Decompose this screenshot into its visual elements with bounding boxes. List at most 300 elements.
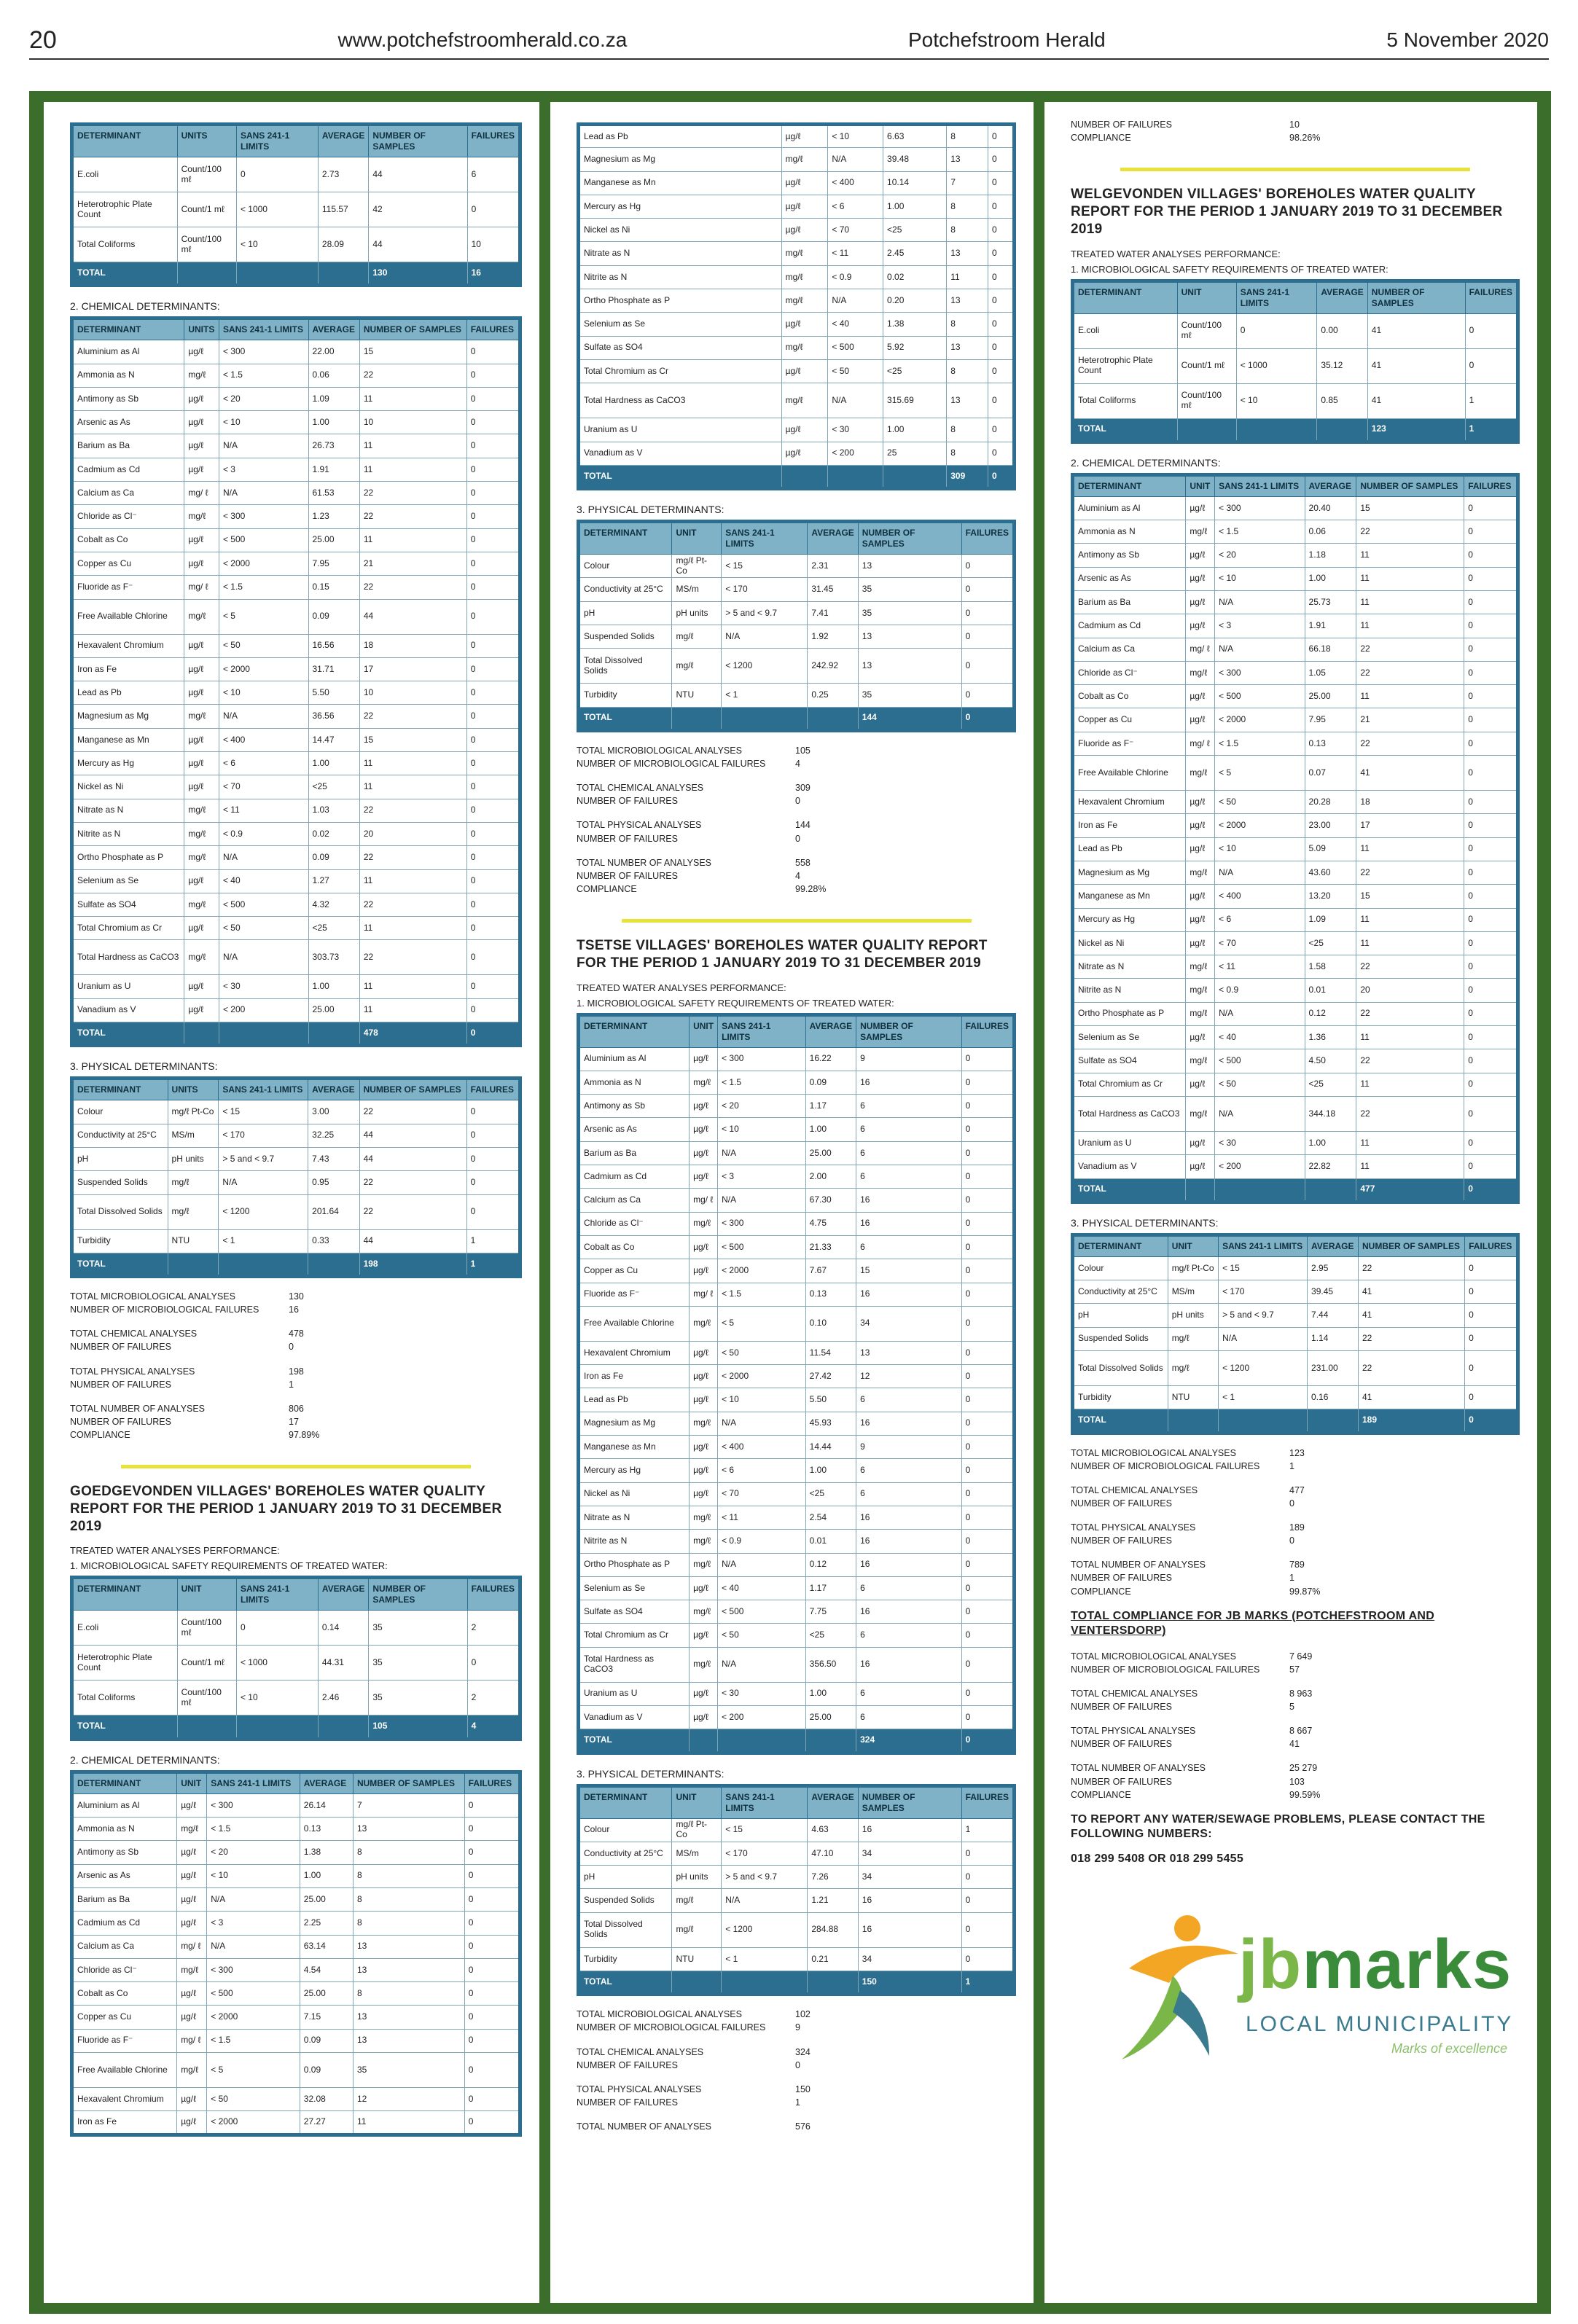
table-row (1073, 1386, 1518, 1409)
table-row (579, 625, 1015, 649)
column-header: NUMBER OF SAMPLES (359, 318, 466, 340)
table-cell: 0 (466, 752, 520, 775)
table-cell: 0 (961, 684, 1014, 707)
table-cell: Uranium as U (72, 975, 184, 998)
table-row (72, 846, 520, 869)
table-cell: N/A (1215, 590, 1305, 614)
table-cell: 0.02 (883, 265, 947, 289)
table-cell: 16 (856, 1212, 962, 1235)
table-cell: 0 (466, 576, 520, 599)
column-header: UNITS (184, 318, 219, 340)
table-cell: 0 (1236, 313, 1317, 348)
table-row (579, 383, 1015, 418)
table-cell: 22 (359, 799, 466, 822)
summary-label: NUMBER OF FAILURES (1071, 1498, 1172, 1509)
table-cell: µg/ℓ (781, 442, 828, 465)
table-cell: < 10 (1215, 837, 1305, 861)
table-cell: 0 (1464, 908, 1518, 931)
data-table (70, 1076, 522, 1278)
table-cell: < 50 (718, 1341, 806, 1364)
summary-label: TOTAL NUMBER OF ANALYSES (70, 1403, 205, 1414)
table-cell: 26.73 (308, 434, 359, 458)
table-cell: 41 (1359, 1304, 1465, 1327)
table-row (579, 1071, 1015, 1094)
table-cell: 0 (464, 1818, 520, 1841)
table-cell: pH (72, 1147, 168, 1170)
table-cell: 22 (359, 576, 466, 599)
table-cell: < 500 (1215, 685, 1305, 708)
table-cell: < 20 (718, 1095, 806, 1118)
table-cell: 0 (961, 1506, 1014, 1529)
summary-label: NUMBER OF FAILURES (1071, 1535, 1172, 1546)
table-cell: Hexavalent Chromium (72, 2088, 177, 2111)
table-row (579, 1912, 1015, 1947)
table-cell: 34 (858, 1866, 961, 1889)
table-cell: < 5 (718, 1306, 806, 1341)
table-cell: 9 (856, 1436, 962, 1459)
website-url[interactable]: www.potchefstroomherald.co.za (337, 28, 628, 51)
table-cell: < 1200 (722, 1912, 808, 1947)
table-cell: 11.54 (805, 1341, 856, 1364)
total-empty (184, 1022, 219, 1046)
table-cell: 20 (359, 822, 466, 845)
table-cell: 0 (1464, 520, 1518, 544)
summary-row (1071, 118, 1520, 131)
summary-label: COMPLIANCE (1071, 1789, 1131, 1800)
summary-group (577, 818, 1016, 845)
table-cell: E.coli (1073, 313, 1178, 348)
table-cell: µg/ℓ (690, 1235, 718, 1259)
table-cell: < 0.9 (219, 822, 308, 845)
summary-row (1071, 1585, 1520, 1598)
total-empty (781, 465, 828, 488)
table-cell: Count/1 mℓ (177, 192, 236, 227)
table-cell: 1.58 (1305, 955, 1356, 979)
table-cell: 0 (1465, 1386, 1518, 1409)
table-cell: 11 (353, 2111, 464, 2135)
table-cell: µg/ℓ (177, 2088, 207, 2111)
table-cell: 0.09 (300, 2053, 353, 2088)
table-cell: Ortho Phosphate as P (72, 846, 184, 869)
table-cell: 7.43 (308, 1147, 359, 1170)
total-empty (1177, 418, 1236, 442)
table-cell: 1.00 (300, 1864, 353, 1887)
table-row (579, 1866, 1015, 1889)
micro-label: 1. MICROBIOLOGICAL SAFETY REQUIREMENTS OF TREATED WATER: (70, 1560, 388, 1572)
table-cell: Ammonia as N (1073, 520, 1186, 544)
table-cell: 1 (1465, 383, 1518, 418)
table-cell: Barium as Ba (579, 1141, 690, 1165)
table-cell: > 5 and < 9.7 (722, 1866, 808, 1889)
table-cell: 2.95 (1308, 1256, 1359, 1280)
total-empty (718, 1729, 806, 1753)
table-cell: < 300 (1215, 496, 1305, 520)
total-empty (1219, 1409, 1308, 1433)
table-cell: 0 (466, 1100, 520, 1124)
table-cell: 32.08 (300, 2088, 353, 2111)
table-cell: mg/ℓ (184, 822, 219, 845)
table-cell: mg/ℓ (690, 1071, 718, 1094)
table-cell: Lead as Pb (579, 125, 782, 148)
table-cell: 25.00 (1305, 685, 1356, 708)
chem-heading: 2. CHEMICAL DETERMINANTS: (1071, 456, 1221, 469)
table-cell: 22 (1356, 955, 1464, 979)
table-cell: µg/ℓ (781, 171, 828, 195)
total-samples: 150 (858, 1971, 961, 1995)
summary-label: TOTAL MICROBIOLOGICAL ANALYSES (1071, 1447, 1236, 1458)
table-cell: 0 (1464, 931, 1518, 955)
summary-row (577, 2021, 1016, 2034)
table-cell: < 3 (207, 1912, 300, 1935)
table-cell: Arsenic as As (72, 411, 184, 434)
table-cell: Uranium as U (579, 1682, 690, 1705)
table-cell: 356.50 (805, 1647, 856, 1682)
table-cell: Iron as Fe (1073, 814, 1186, 837)
table-cell: Magnesium as Mg (1073, 861, 1186, 884)
summary-row (70, 1340, 522, 1353)
total-label: TOTAL (72, 1715, 178, 1739)
table-cell: Chloride as Cl⁻ (72, 1958, 177, 1981)
table-row (72, 2111, 520, 2135)
table-row (72, 2088, 520, 2111)
table-cell: 13.20 (1305, 885, 1356, 908)
table-cell: 0 (466, 1171, 520, 1194)
table-cell: Total Dissolved Solids (72, 1194, 168, 1229)
table-cell: 0 (466, 975, 520, 998)
table-cell: Uranium as U (1073, 1131, 1186, 1154)
table-cell: 13 (353, 2029, 464, 2052)
column-header: FAILURES (1465, 1235, 1518, 1256)
table-cell: < 3 (1215, 614, 1305, 638)
table-cell: 0.33 (308, 1229, 359, 1253)
table-cell: µg/ℓ (690, 1141, 718, 1165)
table-cell: < 500 (1215, 1049, 1305, 1073)
table-cell: 45.93 (805, 1412, 856, 1435)
table-cell: 0 (466, 434, 520, 458)
summary-label: NUMBER OF MICROBIOLOGICAL FAILURES (1071, 1664, 1260, 1675)
table-cell: 35 (858, 601, 961, 625)
total-empty (722, 1971, 808, 1995)
table-row (72, 917, 520, 940)
table-cell: < 200 (718, 1705, 806, 1729)
table-cell: 0 (466, 1194, 520, 1229)
table-cell: µg/ℓ (1186, 791, 1215, 814)
table-cell: 0 (1464, 955, 1518, 979)
table-row (72, 458, 520, 481)
table-cell: µg/ℓ (177, 1793, 207, 1817)
summary-label: COMPLIANCE (1071, 133, 1131, 144)
table-cell: 21 (1356, 708, 1464, 732)
table-cell: 0 (467, 192, 520, 227)
table-cell: Hexavalent Chromium (1073, 791, 1186, 814)
summary-label: NUMBER OF MICROBIOLOGICAL FAILURES (1071, 1460, 1260, 1471)
table-cell: Calcium as Ca (72, 1935, 177, 1958)
table-cell: Suspended Solids (72, 1171, 168, 1194)
table-row (1073, 1096, 1518, 1131)
summary-row (1071, 1460, 1520, 1473)
table-cell: 0 (961, 1095, 1014, 1118)
summary-group (577, 744, 1016, 770)
table-row (1073, 544, 1518, 567)
table-cell: 11 (359, 387, 466, 410)
table-cell: Conductivity at 25°C (1073, 1280, 1168, 1304)
table-cell: < 10 (1215, 567, 1305, 590)
table-cell: < 2000 (718, 1259, 806, 1283)
table-row (72, 1935, 520, 1958)
summary-row (1071, 1558, 1520, 1571)
table-cell: 0.13 (805, 1283, 856, 1306)
summary-value: 7 649 (1289, 1651, 1313, 1662)
table-cell: 8 (947, 125, 988, 148)
table-cell: 4.75 (805, 1212, 856, 1235)
total-failures: 1 (466, 1253, 520, 1276)
table-cell: mg/ℓ (1186, 955, 1215, 979)
table-cell: Chloride as Cl⁻ (1073, 661, 1186, 684)
total-label: TOTAL (72, 1022, 184, 1046)
table-cell: Total Dissolved Solids (579, 1912, 672, 1947)
table-cell: < 50 (828, 359, 883, 383)
welg-chem-table (1071, 473, 1520, 1204)
table-cell: 31.45 (808, 578, 858, 601)
table-cell: 0 (961, 1388, 1014, 1412)
summary-row (1071, 1687, 1520, 1700)
summary-group (577, 2083, 1016, 2109)
table-cell: 1.00 (883, 195, 947, 218)
table-cell: µg/ℓ (184, 752, 219, 775)
table-cell: µg/ℓ (184, 869, 219, 893)
table-cell: < 1 (1219, 1386, 1308, 1409)
table-cell: 7.41 (808, 601, 858, 625)
table-cell: < 0.9 (718, 1530, 806, 1553)
table-cell: Total Chromium as Cr (579, 1624, 690, 1647)
table-cell: Mercury as Hg (579, 195, 782, 218)
summary-row (1071, 1775, 1520, 1788)
table-cell: 13 (858, 555, 961, 578)
table-cell: 0 (466, 728, 520, 751)
tsetse-summary (577, 2008, 1016, 2133)
table-cell: < 1000 (236, 1646, 318, 1681)
table-cell: Ammonia as N (579, 1071, 690, 1094)
table-cell: Total Hardness as CaCO3 (579, 383, 782, 418)
table-cell: 0 (961, 1947, 1014, 1971)
table-cell: Sulfate as SO4 (579, 336, 782, 359)
table-cell: Nitrate as N (579, 242, 782, 265)
table-row (72, 893, 520, 916)
table-cell: Mercury as Hg (72, 752, 184, 775)
table-cell: 0 (1464, 1026, 1518, 1049)
table-cell: Vanadium as V (579, 1705, 690, 1729)
column-header: AVERAGE (808, 1785, 858, 1818)
table-row (579, 336, 1015, 359)
column-header: AVERAGE (318, 125, 368, 157)
column-header: DETERMINANT (1073, 474, 1186, 496)
table-cell: µg/ℓ (690, 1482, 718, 1506)
table-cell: 13 (353, 1818, 464, 1841)
summary-value: 99.87% (1289, 1586, 1321, 1597)
contact-text: TO REPORT ANY WATER/SEWAGE PROBLEMS, PLEASE CONTACT THE FOLLOWING NUMBERS: (1071, 1812, 1485, 1840)
summary-label: NUMBER OF FAILURES (1071, 1702, 1172, 1713)
table-cell: < 300 (219, 340, 308, 364)
table-row (72, 340, 520, 364)
table-cell: 0 (988, 195, 1014, 218)
table-cell: 0 (466, 505, 520, 528)
data-table (577, 520, 1016, 732)
table-cell: Count/100 mℓ (1177, 313, 1236, 348)
table-cell: 7.95 (308, 552, 359, 575)
table-row (1073, 1131, 1518, 1154)
table-cell: pH units (672, 601, 722, 625)
table-row (579, 1842, 1015, 1865)
table-cell: 39.48 (883, 148, 947, 171)
table-cell: 25.00 (300, 1887, 353, 1911)
table-cell: Total Dissolved Solids (579, 649, 672, 684)
column-header: FAILURES (961, 1014, 1014, 1047)
table-row (579, 418, 1015, 442)
table-cell: µg/ℓ (690, 1165, 718, 1189)
table-cell: < 1.5 (718, 1071, 806, 1094)
column-header: SANS 241-1 LIMITS (1236, 281, 1317, 313)
goed-summary (577, 744, 1016, 896)
table-cell: µg/ℓ (184, 528, 219, 552)
table-cell: mg/ℓ (690, 1647, 718, 1682)
summary-row (1071, 1737, 1520, 1750)
table-cell: 0 (1464, 496, 1518, 520)
table-row (579, 289, 1015, 313)
table-cell: 11 (359, 775, 466, 799)
table-cell: µg/ℓ (1186, 567, 1215, 590)
data-table (577, 1013, 1016, 1755)
table-cell: µg/ℓ (690, 1436, 718, 1459)
total-row (72, 262, 520, 286)
summary-group (70, 1290, 522, 1316)
column-header: AVERAGE (805, 1014, 856, 1047)
table-cell: < 1200 (722, 649, 808, 684)
table-row (72, 1958, 520, 1981)
table-cell: N/A (1215, 861, 1305, 884)
table-cell: pH (579, 1866, 672, 1889)
table-cell: < 30 (828, 418, 883, 442)
contact-numbers[interactable]: 018 299 5408 OR 018 299 5455 (1071, 1852, 1244, 1865)
table-cell: < 1.5 (1215, 732, 1305, 755)
table-cell: 44 (359, 1124, 466, 1147)
table-cell: 0.09 (300, 2029, 353, 2052)
page-header (29, 22, 1549, 60)
total-failures: 4 (467, 1715, 520, 1739)
table-cell: µg/ℓ (1186, 837, 1215, 861)
table-row (579, 125, 1015, 148)
total-label: TOTAL (1073, 418, 1178, 442)
table-cell: 1.00 (308, 752, 359, 775)
table-cell: 61.53 (308, 482, 359, 505)
table-cell: 63.14 (300, 1935, 353, 1958)
summary-label: TOTAL NUMBER OF ANALYSES (1071, 1560, 1206, 1570)
summary-row (577, 832, 1016, 845)
table-cell: Iron as Fe (579, 1365, 690, 1388)
table-cell: 11 (1356, 1073, 1464, 1096)
table-cell: N/A (1215, 1002, 1305, 1025)
table-cell: 0.15 (308, 576, 359, 599)
table-cell: < 10 (207, 1864, 300, 1887)
table-row (1073, 908, 1518, 931)
header-row (72, 1578, 520, 1611)
tsetse-chem-table (577, 1013, 1016, 1755)
table-cell: 0 (961, 601, 1014, 625)
table-cell: 315.69 (883, 383, 947, 418)
table-cell: < 170 (722, 1842, 808, 1865)
column-header: SANS 241-1 LIMITS (722, 1785, 808, 1818)
table-cell: 0 (988, 442, 1014, 465)
column-1 (44, 102, 539, 2303)
table-row (1073, 661, 1518, 684)
yellow-rule (121, 1465, 471, 1468)
goed-micro-table (70, 1576, 522, 1740)
table-cell: N/A (207, 1935, 300, 1958)
table-cell: 13 (947, 383, 988, 418)
table-row (72, 387, 520, 410)
summary-value: 41 (1289, 1739, 1300, 1750)
table-cell: pH units (672, 1866, 722, 1889)
micro-label: 1. MICROBIOLOGICAL SAFETY REQUIREMENTS OF TREATED WATER: (577, 997, 894, 1009)
table-row (579, 242, 1015, 265)
summary-group (1071, 1484, 1520, 1510)
table-row (1073, 814, 1518, 837)
table-cell: pH (579, 601, 672, 625)
table-cell: 8 (353, 1887, 464, 1911)
table-cell: µg/ℓ (1186, 931, 1215, 955)
table-cell: < 11 (1215, 955, 1305, 979)
summary-row (70, 1365, 522, 1378)
table-cell: 1.27 (308, 869, 359, 893)
logo-subtitle: LOCAL MUNICIPALITY (1246, 2011, 1514, 2036)
summary-value: 57 (1289, 1664, 1300, 1675)
table-cell: 0 (466, 340, 520, 364)
data-table (70, 1576, 522, 1740)
table-cell: 7 (353, 1793, 464, 1817)
table-cell: <25 (805, 1482, 856, 1506)
summary-row (577, 2083, 1016, 2096)
column-header: DETERMINANT (1073, 1235, 1168, 1256)
table-cell: 16 (856, 1553, 962, 1576)
table-cell: <25 (1305, 1073, 1356, 1096)
table-cell: µg/ℓ (1186, 1026, 1215, 1049)
table-cell: µg/ℓ (1186, 614, 1215, 638)
column-header: SANS 241-1 LIMITS (219, 1079, 308, 1100)
table-row (1073, 791, 1518, 814)
table-cell: 0 (988, 359, 1014, 383)
table-cell: < 200 (219, 998, 308, 1022)
table-cell: N/A (219, 705, 308, 728)
table-cell: Antimony as Sb (72, 387, 184, 410)
table-cell: Count/100 mℓ (177, 227, 236, 262)
table-cell: 44.31 (318, 1646, 368, 1681)
summary-row (1071, 131, 1520, 144)
summary-row (1071, 1497, 1520, 1510)
table-row (579, 1576, 1015, 1600)
table-cell: < 20 (1215, 544, 1305, 567)
table-cell: 22 (1356, 661, 1464, 684)
summary-group (577, 856, 1016, 896)
summary-row (577, 794, 1016, 807)
summary-row (1071, 1788, 1520, 1801)
table-cell: Vanadium as V (1073, 1155, 1186, 1178)
table-row (579, 601, 1015, 625)
table-cell: 11 (359, 752, 466, 775)
column-header: UNIT (177, 1578, 236, 1611)
table-cell: 22 (1356, 1049, 1464, 1073)
table-row (1073, 614, 1518, 638)
table-cell: mg/ℓ (672, 649, 722, 684)
table-cell: 1.00 (805, 1118, 856, 1141)
